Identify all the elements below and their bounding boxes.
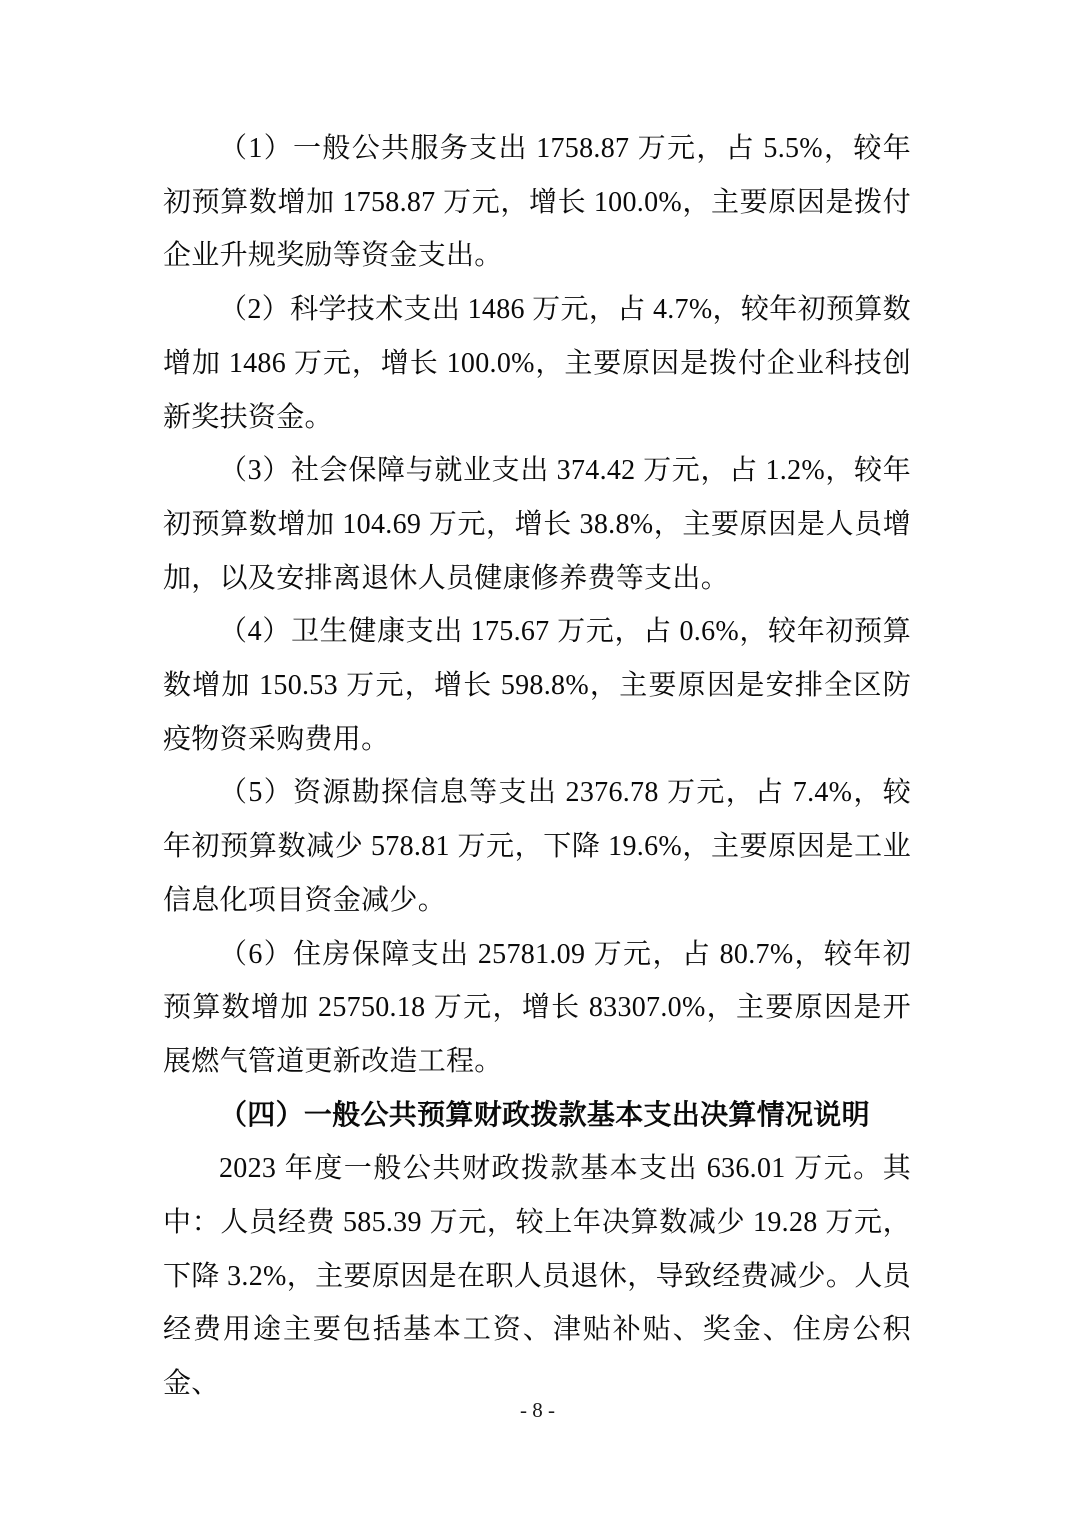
section-heading-basic-expenditure: （四）一般公共预算财政拨款基本支出决算情况说明	[219, 1099, 870, 1131]
paragraph-general-public-services: （1）一般公共服务支出 1758.87 万元，占 5.5%，较年初预算数增加 1758.87 万元，增长 100.0%，主要原因是拨付企业升规奖励等资金支出。	[163, 133, 911, 272]
paragraph-resource-exploration: （5）资源勘探信息等支出 2376.78 万元，占 7.4%，较年初预算数减少 578.81 万元，下降 19.6%，主要原因是工业信息化项目资金减少。	[163, 777, 911, 916]
page-number: - 8 -	[520, 1398, 555, 1422]
paragraph-social-security-employment: （3）社会保障与就业支出 374.42 万元，占 1.2%，较年初预算数增加 104.69 万元，增长 38.8%，主要原因是人员增加，以及安排离退休人员健康修养费等支出。	[163, 455, 911, 594]
paragraph-health: （4）卫生健康支出 175.67 万元，占 0.6%，较年初预算数增加 150.53 万元，增长 598.8%，主要原因是安排全区防疫物资采购费用。	[163, 616, 911, 755]
paragraph-housing-security: （6）住房保障支出 25781.09 万元，占 80.7%，较年初预算数增加 25750.18 万元，增长 83307.0%，主要原因是开展燃气管道更新改造工程。	[163, 938, 911, 1077]
paragraph-basic-expenditure-detail: 2023 年度一般公共财政拨款基本支出 636.01 万元。其中：人员经费 585.39 万元，较上年决算数减少 19.28 万元，下降 3.2%，主要原因是在职人员退休，导致经费减少。人员经费用途主要包括基本工资、津贴补贴、奖金、住房公积金、	[163, 1153, 911, 1400]
document-body	[163, 122, 911, 1411]
paragraph-science-technology: （2）科学技术支出 1486 万元，占 4.7%，较年初预算数增加 1486 万元，增长 100.0%，主要原因是拨付企业科技创新奖扶资金。	[163, 294, 911, 433]
